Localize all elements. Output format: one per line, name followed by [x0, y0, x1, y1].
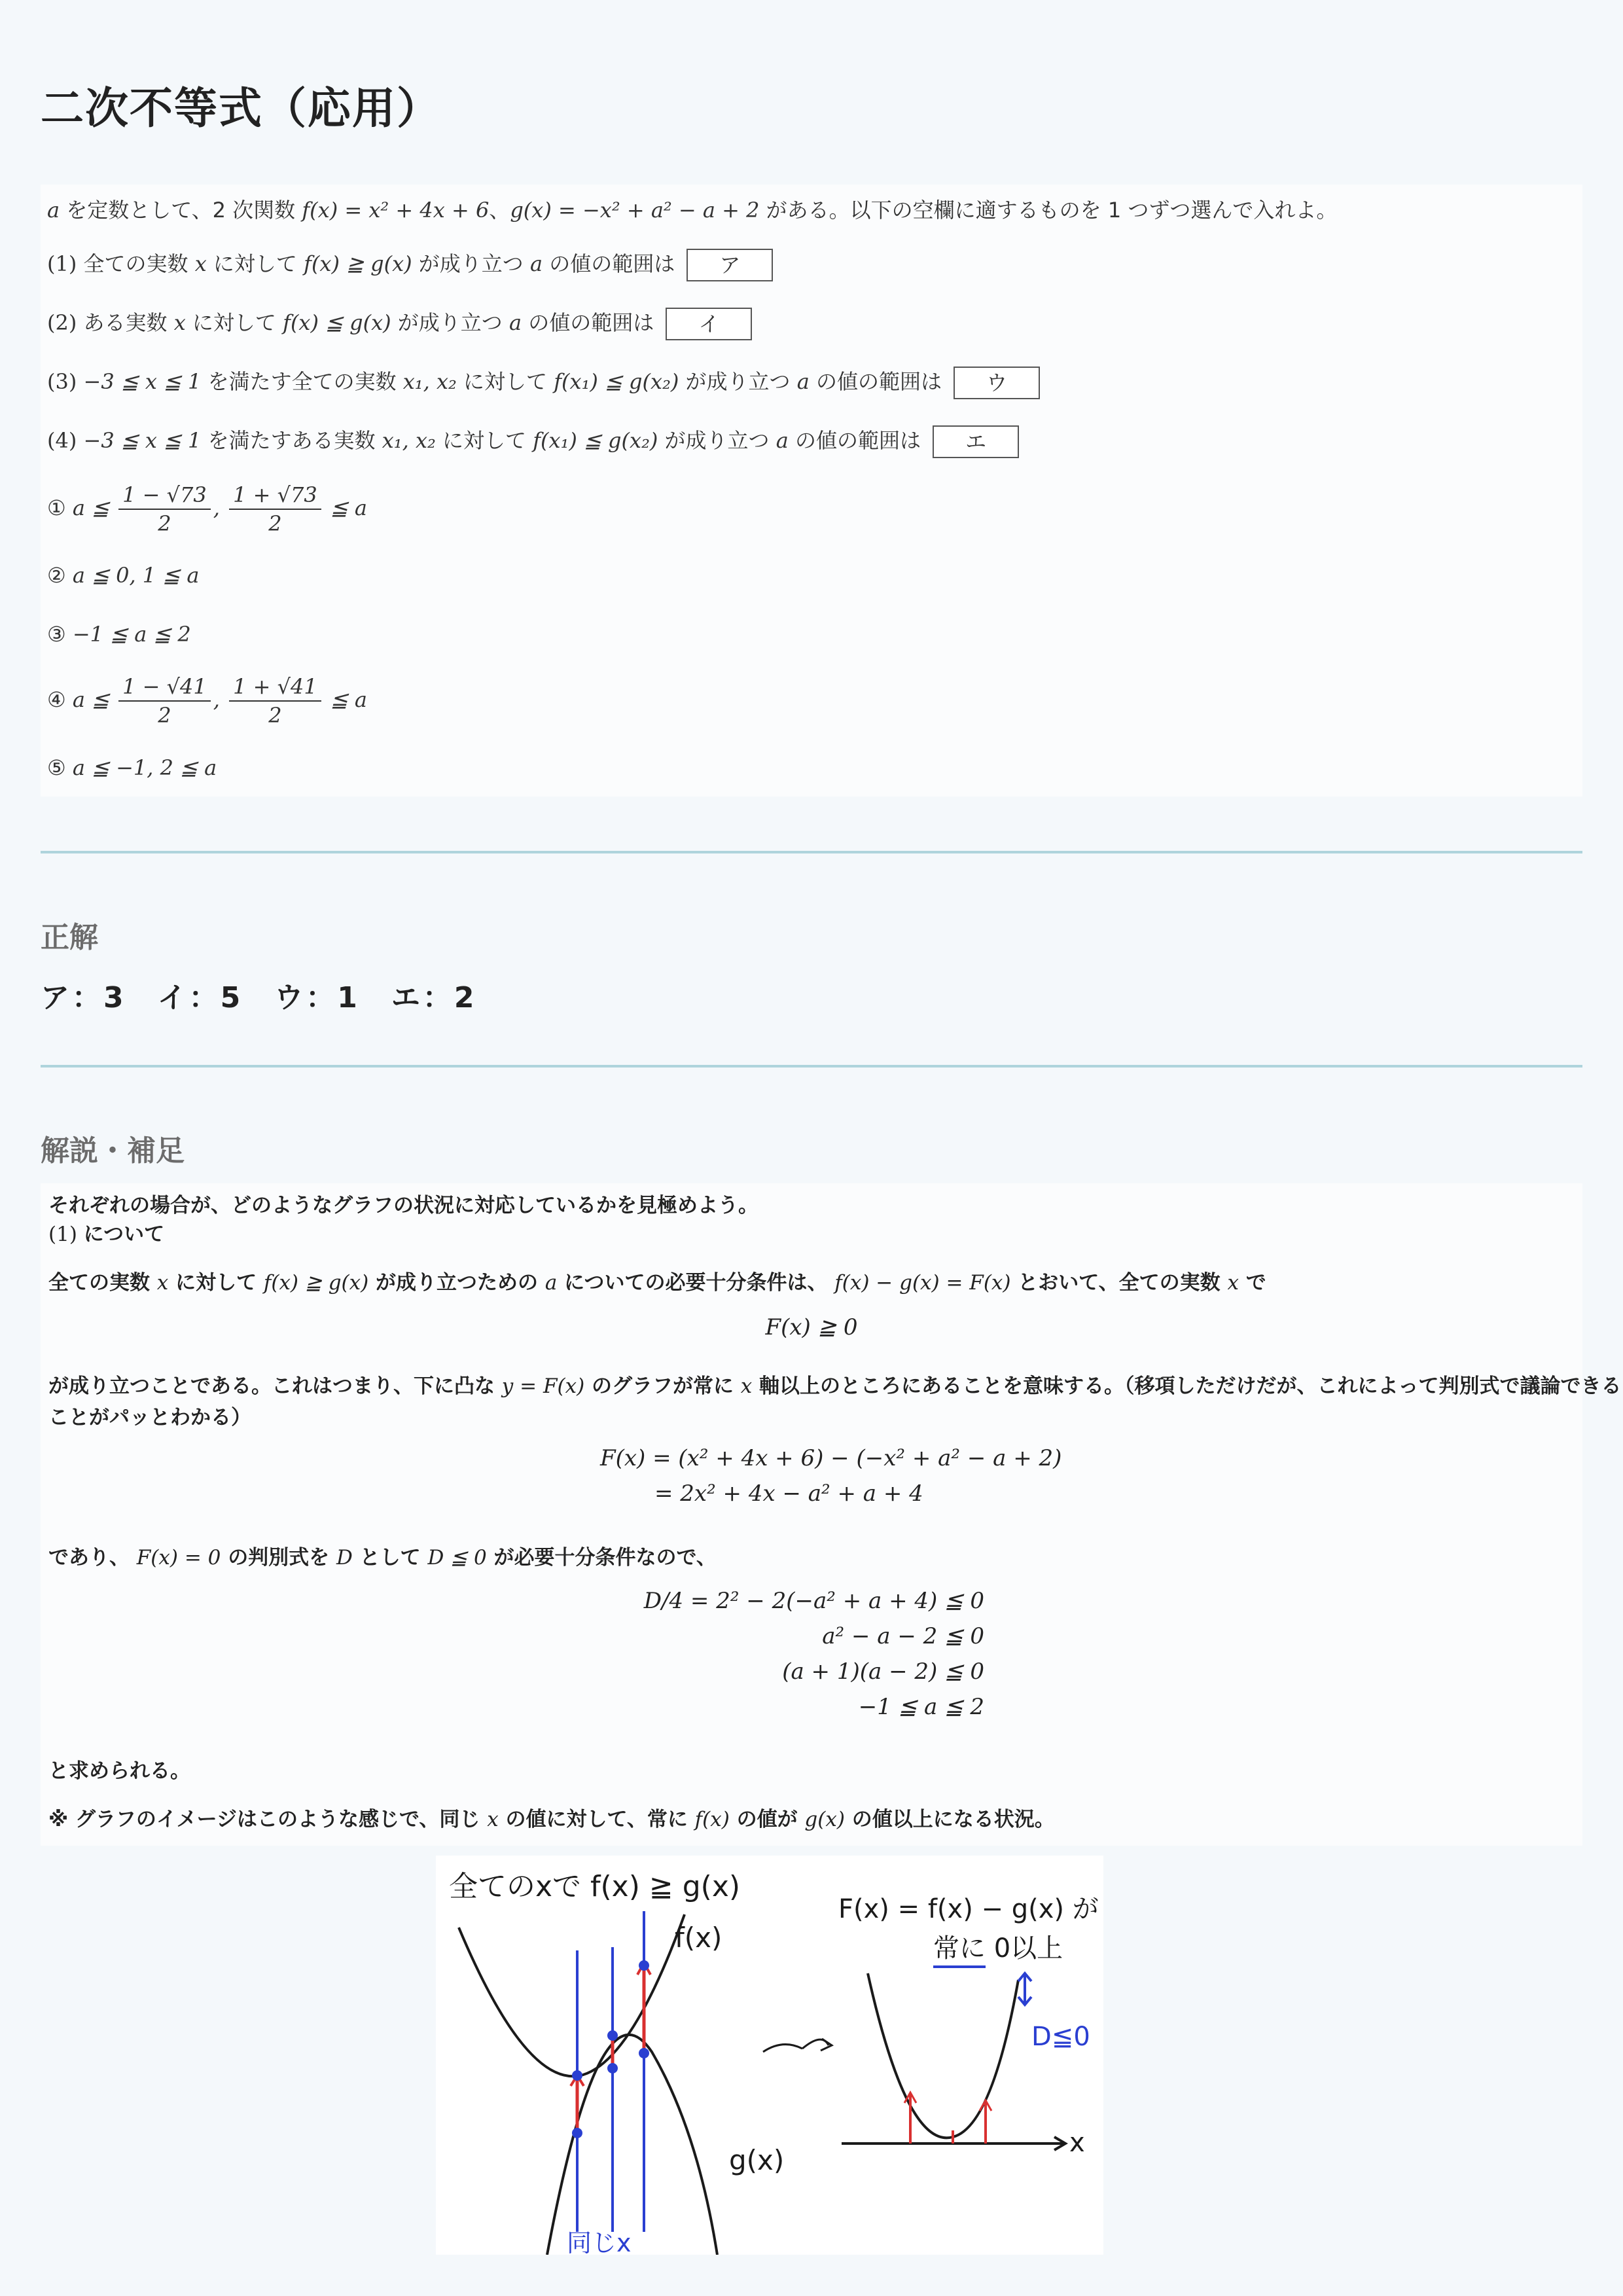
question-3 [47, 365, 1040, 399]
choice-1-frac-2 [229, 482, 321, 536]
q2-mid: に対して [192, 310, 276, 335]
text: の値に対して、常に [505, 1808, 688, 1831]
point [572, 2070, 582, 2081]
q3-pre: を満たす全ての実数 [207, 369, 397, 394]
choice-3-text: −1 ≦ a ≦ 2 [72, 622, 191, 647]
math-y: y = F(x) [501, 1374, 585, 1398]
q1-post2: の値の範囲は [549, 251, 675, 276]
q3-vars: x₁, x₂ [402, 369, 457, 394]
math-inequality: f(x) ≧ g(x) [263, 1271, 369, 1295]
graph-illustration [436, 1856, 1103, 2255]
frac-denominator: 2 [158, 703, 171, 728]
math-x: x [156, 1271, 169, 1295]
g-label: g(x) [729, 2144, 785, 2176]
answer-heading: 正解 [41, 921, 98, 954]
choice-4-frac-1 [118, 674, 211, 728]
f-label: f(x) [675, 1922, 722, 1954]
frac-denominator: 2 [268, 511, 282, 536]
expl-section-number: (1) [48, 1223, 77, 1246]
equation-1: F(x) ≧ 0 [765, 1314, 858, 1340]
explanation-panel [41, 1183, 1622, 1846]
q4-post2: の値の範囲は [794, 428, 921, 453]
q2-var: x [173, 310, 186, 335]
text: であり、 [48, 1546, 130, 1570]
divider [41, 851, 1582, 853]
expl-line-4 [48, 1369, 1622, 1399]
choice-4-rhs: ≦ a [330, 687, 367, 712]
math-x: x [1227, 1271, 1239, 1295]
math-definition: f(x) − g(x) = F(x) [834, 1271, 1011, 1295]
expl-section-title: について [83, 1223, 165, 1246]
q4-pre: を満たすある実数 [207, 428, 376, 453]
q2-a: a [508, 310, 522, 335]
figure-title: 全てのxで f(x) ≧ g(x) [449, 1870, 741, 1903]
q1-pre: 全ての実数 [83, 251, 188, 276]
choice-2-text: a ≦ 0, 1 ≦ a [72, 563, 200, 588]
q3-inequality: f(x₁) ≦ g(x₂) [554, 369, 679, 394]
math-x: x [487, 1808, 499, 1831]
frac-denominator: 2 [268, 703, 282, 728]
q1-number: (1) [47, 251, 77, 276]
right-title: F(x) = f(x) − g(x) が [838, 1894, 1099, 1924]
expl-line-8 [48, 1803, 1055, 1832]
equation-3a: D/4 = 2² − 2(−a² + a + 4) ≦ 0 [643, 1588, 984, 1614]
choice-1-frac-1 [118, 482, 211, 536]
q4-inequality: f(x₁) ≦ g(x₂) [533, 428, 658, 453]
expl-line-1: それぞれの場合が、どのようなグラフの状況に対応しているかを見極めよう。 [48, 1194, 758, 1217]
text: の値が [736, 1808, 798, 1831]
math-a: a [544, 1271, 558, 1295]
choice-5 [47, 755, 217, 780]
q1-inequality: f(x) ≧ g(x) [304, 251, 412, 276]
text: は、 [787, 1271, 828, 1295]
q3-post2: の値の範囲は [815, 369, 942, 394]
g-definition: g(x) = −x² + a² − a + 2 [510, 198, 760, 223]
frac-numerator: 1 + √73 [229, 482, 321, 510]
explanation-heading: 解説・補足 [41, 1134, 185, 1168]
choice-1-mark: ① [47, 495, 66, 520]
q3-condition: −3 ≦ x ≦ 1 [83, 369, 202, 394]
point [572, 2128, 582, 2138]
page-title: 二次不等式（応用） [41, 83, 441, 134]
q3-mid: に対して [463, 369, 548, 394]
math-a: a [47, 198, 60, 223]
q4-a: a [776, 428, 789, 453]
choice-4-frac-2 [229, 674, 321, 728]
q4-post1: が成り立つ [664, 428, 770, 453]
bold-term: グラフのイメージ [75, 1808, 238, 1831]
choice-3 [47, 622, 191, 647]
same-x-label: 同じx [567, 2229, 632, 2255]
q4-condition: −3 ≦ x ≦ 1 [83, 428, 202, 453]
question-1 [47, 247, 773, 281]
q3-a: a [796, 369, 810, 394]
text: の値以上になる状況。 [851, 1808, 1055, 1831]
expl-line-3 [48, 1266, 1266, 1295]
math-inequality: D ≦ 0 [427, 1546, 487, 1570]
text: が必要十分条件なので、 [493, 1546, 717, 1570]
math-d: D [336, 1546, 353, 1570]
frac-numerator: 1 − √41 [118, 674, 211, 702]
transform-arrow [763, 2039, 829, 2052]
math-g: g(x) [804, 1808, 845, 1831]
choice-1-rhs: ≦ a [330, 495, 367, 520]
text: はこのような感じで、同じ [237, 1808, 480, 1831]
x-axis-label: x [1069, 2128, 1085, 2158]
question-2 [47, 306, 752, 340]
equation-3c: (a + 1)(a − 2) ≦ 0 [782, 1659, 984, 1685]
bold-term: 必要十分条件 [665, 1271, 787, 1295]
expl-line-6 [48, 1541, 717, 1570]
point [607, 2030, 618, 2041]
q2-post1: が成り立つ [397, 310, 503, 335]
equivalence-arrow-icon [1018, 1973, 1031, 2005]
answer-blank-u: ウ [954, 367, 1040, 399]
choice-4 [47, 674, 367, 728]
q2-pre: ある実数 [83, 310, 168, 335]
equation-2a: F(x) = (x² + 4x + 6) − (−x² + a² − a + 2) [600, 1445, 1062, 1471]
point [639, 2048, 649, 2058]
F-curve [868, 1973, 1018, 2138]
frac-numerator: 1 + √41 [229, 674, 321, 702]
text: に対して [175, 1271, 257, 1295]
frac-numerator: 1 − √73 [118, 482, 211, 510]
q3-post1: が成り立つ [685, 369, 791, 394]
point [607, 2063, 618, 2073]
divider [41, 1065, 1582, 1067]
graph-svg [436, 1856, 1103, 2255]
choice-1-sep: , [213, 495, 220, 520]
text: 全ての実数 [48, 1271, 150, 1295]
point [639, 1960, 649, 1971]
expl-line-2 [48, 1217, 164, 1247]
q2-number: (2) [47, 310, 77, 335]
q4-mid: に対して [442, 428, 527, 453]
choice-1 [47, 482, 367, 536]
choice-2 [47, 563, 199, 588]
bold-term: 軸以上のところにある [759, 1374, 963, 1398]
choice-1-lhs: a ≦ [72, 495, 109, 520]
text: とおいて、全ての実数 [1018, 1271, 1221, 1295]
choice-5-mark: ⑤ [47, 755, 66, 780]
g-curve [547, 2035, 717, 2255]
answer-blank-i: イ [666, 308, 752, 340]
expl-line-5: ことがパッとわかる） [48, 1406, 251, 1429]
q1-a: a [529, 251, 543, 276]
q2-inequality: f(x) ≦ g(x) [283, 310, 391, 335]
text: が成り立つための [376, 1271, 539, 1295]
answer-blank-a: ア [687, 249, 773, 281]
problem-panel [41, 185, 1582, 797]
frac-denominator: 2 [158, 511, 171, 536]
choice-4-lhs: a ≦ [72, 687, 109, 712]
math-x: x [740, 1374, 753, 1398]
text: ことを意味する。（移項しただけだが、これによって判別式で議論できる [962, 1374, 1622, 1398]
answer-text: ア：3 イ：5 ウ：1 エ：2 [41, 981, 477, 1014]
intro-text-1: を定数として、2 次関数 [66, 198, 296, 223]
note-mark: ※ [48, 1808, 69, 1831]
equation-3b: a² − a − 2 ≦ 0 [822, 1623, 984, 1649]
text: についての [564, 1271, 666, 1295]
equation-2b: = 2x² + 4x − a² + a + 4 [654, 1480, 923, 1507]
question-4 [47, 424, 1019, 458]
choice-4-mark: ④ [47, 687, 66, 712]
right-title-2: 常に 0以上 [933, 1933, 1063, 1964]
choice-4-sep: , [213, 687, 220, 712]
q1-var: x [194, 251, 207, 276]
choice-3-mark: ③ [47, 622, 66, 647]
f-definition: f(x) = x² + 4x + 6 [302, 198, 490, 223]
d-label: D≦0 [1031, 2022, 1090, 2052]
q4-number: (4) [47, 428, 77, 453]
bold-term: のグラフが常に [591, 1374, 734, 1398]
intro-text-3: がある。以下の空欄に適するものを 1 つずつ選んで入れよ。 [766, 198, 1338, 223]
text: で [1245, 1271, 1266, 1295]
math-f: f(x) [694, 1808, 730, 1831]
text: として [359, 1546, 421, 1570]
problem-intro [47, 194, 1337, 224]
intro-separator: 、 [489, 198, 510, 223]
answer-blank-e: エ [933, 425, 1019, 458]
q3-number: (3) [47, 369, 77, 394]
text: が成り立つことである。これはつまり、下に凸な [48, 1374, 495, 1398]
text: の判別式を [228, 1546, 330, 1570]
choice-5-text: a ≦ −1, 2 ≦ a [72, 755, 217, 780]
q1-mid: に対して [213, 251, 297, 276]
equation-3d: −1 ≦ a ≦ 2 [858, 1694, 984, 1720]
choice-2-mark: ② [47, 563, 66, 588]
q2-post2: の値の範囲は [528, 310, 654, 335]
math-equation: F(x) = 0 [136, 1546, 221, 1570]
q4-vars: x₁, x₂ [382, 428, 436, 453]
expl-line-7: と求められる。 [48, 1759, 190, 1783]
q1-post1: が成り立つ [418, 251, 524, 276]
